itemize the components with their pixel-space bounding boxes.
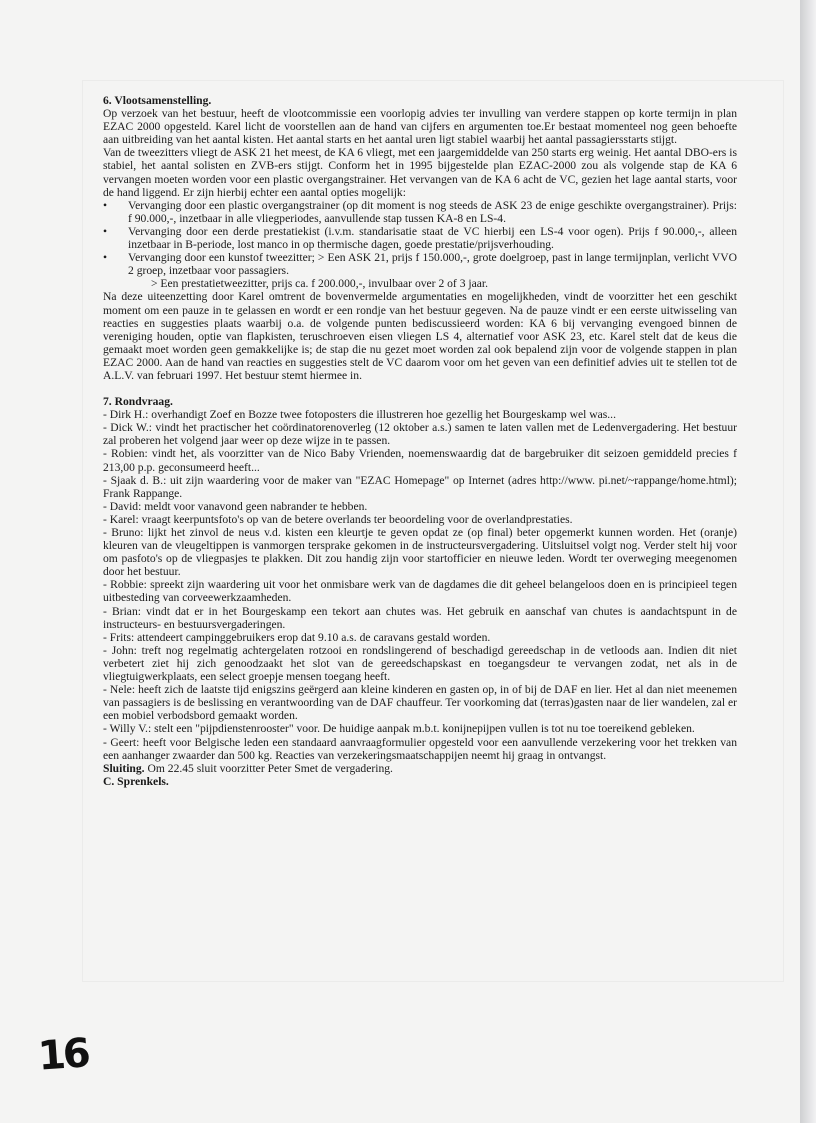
options-list [103, 199, 737, 278]
list-item: - Robbie: spreekt zijn waardering uit voor het onmisbare werk van de dagdames die dit geheel belangeloos doen en is principieel tegen uitbesteding van corveewerkzaamheden. [103, 578, 737, 605]
closing-label: Sluiting. [103, 761, 145, 775]
paragraph: Van de tweezitters vliegt de ASK 21 het meest, de KA 6 vliegt, met een jaargemiddelde van 250 starts erg weinig. Het aantal DBO-ers is stabiel, het aantal solisten en ZVB-ers stijgt. Conform het in 1995 bijgestelde plan EZAC-2000 zou als volgende stap de KA 6 vervangen moeten worden voor een plastic overgangstrainer. Het vervangen van de KA 6 acht de VC, gezien het lage aantal starts, voor de hand liggend. Er zijn hierbij echter een aantal opties mogelijk: [103, 146, 737, 199]
list-item: - Nele: heeft zich de laatste tijd enigszins geërgerd aan kleine kinderen en gasten op, in of bij de DAF en lier. Het al dan niet meenemen van passagiers is de beslissing en verantwoording van de DAF chauffeur. Ter voorkoming dat (terras)gasten naar de lier wandelen, zal er een mobiel verbodsbord gemaakt worden. [103, 683, 737, 723]
rondvraag-list [103, 408, 737, 762]
list-item [103, 251, 737, 277]
section-heading-rondvraag: 7. Rondvraag. [103, 395, 173, 409]
bullet-icon: • [103, 251, 108, 265]
closing-line [103, 762, 737, 775]
bullet-icon: • [103, 224, 108, 238]
closing-text: Om 22.45 sluit voorzitter Peter Smet de vergadering. [144, 761, 393, 775]
list-item: - Dirk H.: overhandigt Zoef en Bozze twee fotoposters die illustreren hoe gezellig het Bourgeskamp wel was... [103, 408, 616, 422]
list-item [103, 225, 737, 251]
list-item [103, 199, 737, 225]
paragraph: Na deze uiteenzetting door Karel omtrent de bovenvermelde argumentaties en mogelijkheden, vindt de voorzitter het een geschikt moment om een pauze in te gelassen en wordt er een rondje van het bestuur gegeven. Na de pauze vindt er een eerste uitwisseling van reacties en suggesties plaats waarbij o.a. de volgende punten bediscussieerd worden: KA 6 bij vervanging evengoed binnen de vereniging houden, optie van flapkisten, teruschroeven eisen vliegen LS 4, alternatief voor ASK 23, etc. Karel stelt dat de keus die gemaakt moet worden geen gemakkelijke is; de stap die nu gezet moet worden zal ook bepalend zijn voor de volgende stappen in plan EZAC 2000. Aan de hand van reacties en suggesties stelt de VC daarom voor om het geven van een definitief advies uit te stellen tot de A.L.V. van februari 1997. Het bestuur stemt hiermee in. [103, 290, 737, 382]
list-item: - Frits: attendeert campinggebruikers erop dat 9.10 a.s. de caravans gestald worden. [103, 630, 491, 644]
list-item: - David: meldt voor vanavond geen nabrander te hebben. [103, 499, 368, 513]
list-item: - Brian: vindt dat er in het Bourgeskamp een tekort aan chutes was. Het gebruik en aanschaf van chutes is aandachtspunt in de instructeurs- en bestuursvergaderingen. [103, 604, 737, 631]
minutes-content [103, 94, 737, 788]
list-item: - Willy V.: stelt een "pijpdienstenrooster" voor. De huidige aanpak m.b.t. konijnepijpen vullen is tot nu toe toereikend gebleken. [103, 722, 695, 736]
paragraph: Op verzoek van het bestuur, heeft de vlootcommissie een voorlopig advies ter invulling van verdere stappen op korte termijn in plan EZAC 2000 opgesteld. Karel licht de voorstellen aan de hand van cijfers en argumenten toe.Er bestaat momenteel nog geen behoefte aan uitbreiding van het aantal kisten. Het aantal starts en het aantal uren ligt stabiel waarbij het aantal passagiersstarts stijgt. [103, 107, 737, 147]
list-item: - Bruno: lijkt het zinvol de neus v.d. kisten een kleurtje te geven opdat ze (op final) beter opgemerkt kunnen worden. Het (oranje) kleuren van de vleugeltippen is vanmorgen tersprake gekomen in de instructeursvergadering. Uitsluitsel volgt nog. Verder stelt hij voor om pasfoto's op de vliegpasjes te plakken. Dit zou handig zijn voor startofficier en nieuwe leden. Wordt ter overweging meegenomen door het bestuur. [103, 526, 737, 579]
section-heading-vlootsamenstelling: 6. Vlootsamenstelling. [103, 94, 212, 107]
signature: C. Sprenkels. [103, 774, 169, 788]
page-edge [800, 0, 816, 1123]
option-text: Vervanging door een kunstof tweezitter; > Een ASK 21, prijs f 150.000,-, grote doelgroep, past in lange termijnplan, verlicht VVO 2 groep, inzetbaar voor passagiers. [128, 251, 737, 278]
list-item: - Sjaak d. B.: uit zijn waardering voor de maker van "EZAC Homepage" op Internet (adres http://www. pi.net/~rappange/home.html); Frank Rappange. [103, 473, 737, 500]
spacer [103, 382, 737, 395]
option-text: Vervanging door een plastic overgangstrainer (op dit moment is nog steeds de ASK 23 de enige geschikte overgangstrainer). Prijs: f 90.000,-, inzetbaar in alle vliegperiodes, aanvullende stap tussen KA-8 en LS-4. [128, 198, 737, 225]
list-item: - Robien: vindt het, als voorzitter van de Nico Baby Vrienden, noemenswaardig dat de bargebruiker dit seizoen gemiddeld precies f 213,00 p.p. geconsumeerd heeft... [103, 447, 737, 474]
bullet-icon: • [103, 198, 108, 212]
list-item: - Geert: heeft voor Belgische leden een standaard aanvraagformulier opgesteld voor een aanvullende verzekering voor het trekken van een aanhanger zwaarder dan 500 kg. Reacties van verzekeringsmaatschappijen neemt hij graag in ontvangst. [103, 735, 737, 762]
list-item: - Karel: vraagt keerpuntsfoto's op van de betere overlands ter beoordeling voor de overlandprestaties. [103, 512, 573, 526]
sub-option: > Een prestatietweezitter, prijs ca. f 200.000,-, invulbaar over 2 of 3 jaar. [151, 277, 489, 291]
page-number: 16 [36, 1030, 90, 1080]
option-text: Vervanging door een derde prestatiekist (i.v.m. standarisatie staat de VC hierbij een LS-4 voor ogen). Prijs f 90.000,-, alleen inzetbaar in B-periode, lost manco in op thermische dagen, goede prestatie/prijsverhouding. [128, 224, 737, 252]
list-item: - John: treft nog regelmatig achtergelaten rotzooi en rondslingerend of beschadigd gereedschap in de vetloods aan. Indien dit niet verbetert ziet hij zich genoodzaakt het slot van de gereedschapskast en toegangsdeur te vervangen zodat, net als in de vliegtuigwerkplaats, een select groepje mensen toegang heeft. [103, 643, 737, 684]
list-item: - Dick W.: vindt het practischer het coördinatorenoverleg (12 oktober a.s.) samen te laten vallen met de Ledenvergadering. Het bestuur zal proberen het volgend jaar weer op deze wijze in te passen. [103, 421, 737, 448]
